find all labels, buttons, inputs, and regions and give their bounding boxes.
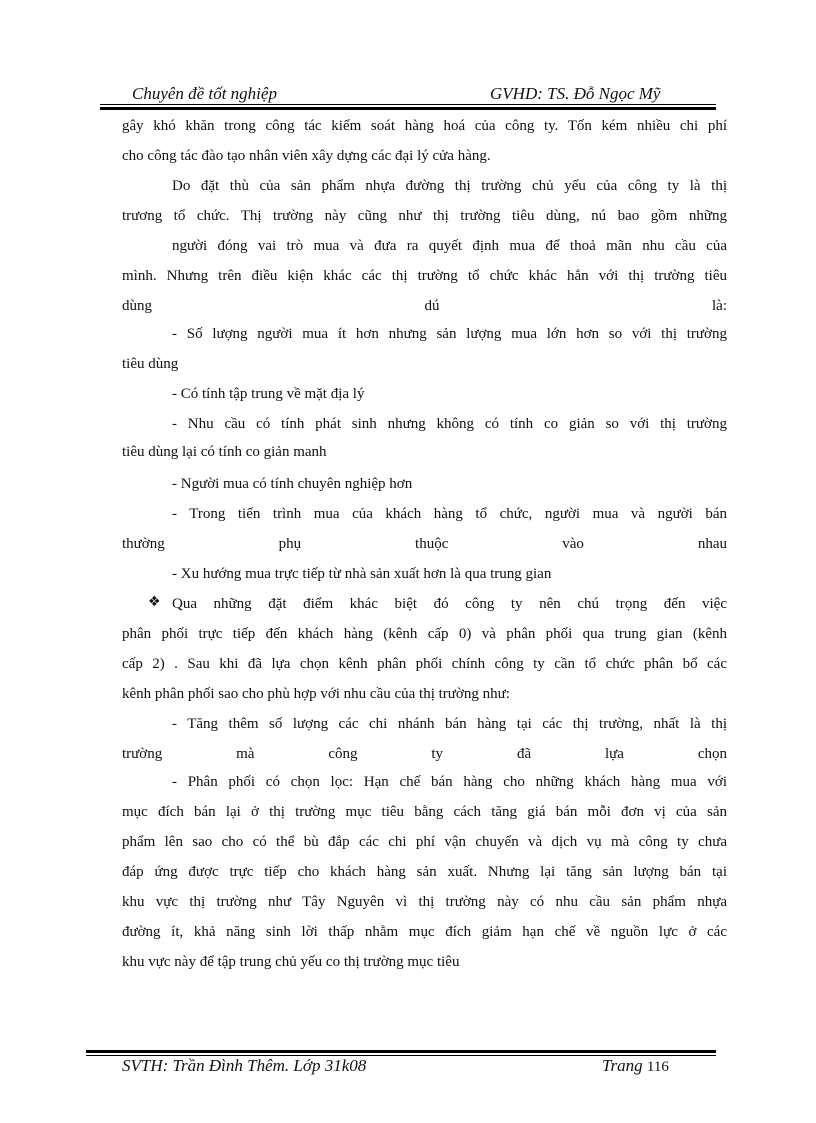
text-line: đáp ứng được trực tiếp cho khách hàng sản xuất. Nhưng lại tăng sản lượng bán tại — [122, 864, 727, 880]
text-line: kênh phân phối sao cho phù hợp với nhu cầu của thị trường như: — [122, 686, 510, 702]
text-line: - Phân phối có chọn lọc: Hạn chế bán hàng cho những khách hàng mua với — [172, 774, 727, 790]
text-line: cấp 2) . Sau khi đã lựa chọn kênh phân phối chính công ty cần tổ chức phân bổ các — [122, 656, 727, 672]
header-title: Chuyên đề tốt nghiệp — [132, 84, 277, 103]
text-line: thường phụ thuộc vào nhau — [122, 536, 727, 552]
text-line: đường ít, khả năng sinh lời thấp nhằm mục đích giảm hạn chế về nguồn lực ở các — [122, 924, 727, 940]
page-number: 116 — [646, 1059, 669, 1075]
text-line: dùng dú là: — [122, 298, 727, 314]
text-line: trương tổ chức. Thị trường này cũng như thị trường tiêu dùng, nú bao gồm những — [122, 208, 727, 224]
text-line: mục đích bán lại ở thị trường mục tiêu bằng cách tăng giá bán mỗi đơn vị của sản — [122, 804, 727, 820]
text-line: - Số lượng người mua ít hơn nhưng sản lượng mua lớn hơn so với thị trường — [172, 326, 727, 342]
text-line: mình. Nhưng trên điều kiện khác các thị trường tổ chức khác hẳn với thị trường tiêu — [122, 268, 727, 284]
text-line: gây khó khăn trong công tác kiểm soát hàng hoá của công ty. Tốn kém nhiều chi phí — [122, 118, 727, 134]
text-line: phẩm lên sao cho có thể bù đắp các chi phí vận chuyển và dịch vụ mà công ty chưa — [122, 834, 727, 850]
text-line: - Xu hướng mua trực tiếp từ nhà sản xuất hơn là qua trung gian — [172, 566, 552, 582]
text-line: cho công tác đào tạo nhân viên xây dựng các đại lý cửa hàng. — [122, 148, 491, 164]
bullet-diamond-icon: ❖ — [148, 594, 161, 610]
text-line: khu vực thị trường như Tây Nguyên vì thị trường này có nhu cầu sản phẩm nhựa — [122, 894, 727, 910]
text-line: - Người mua có tính chuyên nghiệp hơn — [172, 476, 413, 492]
footer-author: SVTH: Trần Đình Thêm. Lớp 31k08 — [122, 1056, 367, 1075]
text-line: - Tăng thêm số lượng các chi nhánh bán hàng tại các thị trường, nhất là thị — [172, 716, 727, 732]
text-line: người đóng vai trò mua và đưa ra quyết định mua để thoả mãn nhu cầu của — [172, 238, 727, 254]
header-supervisor: GVHD: TS. Đỗ Ngọc Mỹ — [490, 84, 661, 103]
text-line: Qua những đặt điểm khác biệt đó công ty nên chú trọng đến việc — [172, 596, 727, 612]
text-line: tiêu dùng lại có tính co giản manh — [122, 444, 327, 460]
text-line: - Nhu cầu có tính phát sinh nhưng không có tính co giản so với thị trường — [172, 416, 727, 432]
text-line: trường mà công ty đã lựa chọn — [122, 746, 727, 762]
page-number-label — [602, 1056, 669, 1076]
page-header — [100, 84, 716, 106]
page-label: Trang — [602, 1056, 647, 1075]
text-line: phân phối trực tiếp đến khách hàng (kênh cấp 0) và phân phối qua trung gian (kênh — [122, 626, 727, 642]
text-line: Do đặt thù của sản phẩm nhựa đường thị trường chủ yếu của công ty là thị — [172, 178, 727, 194]
text-line: khu vực này để tập trung chủ yếu co thị trường mục tiêu — [122, 954, 460, 970]
header-divider — [100, 104, 716, 110]
text-line: - Trong tiến trình mua của khách hàng tổ chức, người mua và người bán — [172, 506, 727, 522]
text-line: tiêu dùng — [122, 356, 179, 372]
text-line: - Có tính tập trung về mặt địa lý — [172, 386, 365, 402]
page-footer — [86, 1056, 716, 1078]
